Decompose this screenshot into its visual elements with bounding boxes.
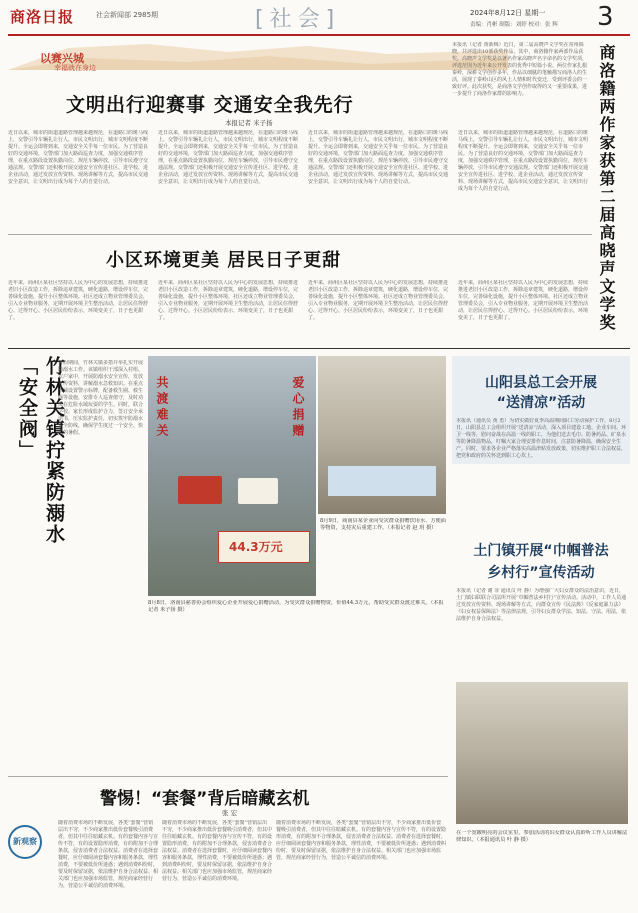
article1-col4: 近日以来，城市的街道道路管理越来越规范，在道路口的斑马线上，交警引导车辆礼让行人，市民文明出行，城市文明程度不断提升。全运会即将到来，交通安全关乎每一位市民。为了营造良好的交通环境，交警部门加大路面巡查力度，加强交通秩序管理，在重点路段设置执勤岗位，规范车辆停放，引导市民遵守交通法规。交警部门还积极开展交通安全宣传进社区、进学校、进企业活动，通过发放宣传资料、现场讲解等方式，提高市民交通安全意识，让文明出行成为每个人的自觉行动。 bbox=[458, 130, 588, 192]
donation-photo bbox=[148, 356, 316, 596]
article1-col3: 近日以来，城市的街道道路管理越来越规范，在道路口的斑马线上，交警引导车辆礼让行人，市民文明出行，城市文明程度不断提升。全运会即将到来，交通安全关乎每一位市民。为了营造良好的交通环境，交警部门加大路面巡查力度，加强交通秩序管理，在重点路段设置执勤岗位，规范车辆停放，引导市民遵守交通法规。交警部门还积极开展交通安全宣传进社区、进学校、进企业活动，通过发放宣传资料、现场讲解等方式，提高市民交通安全意识，让文明出行成为每个人的自觉行动。 bbox=[308, 130, 449, 185]
article1-title: 文明出行迎赛事 交通安全我先行 bbox=[66, 94, 354, 116]
article1-byline: 本报记者 米子扬 bbox=[225, 119, 273, 127]
article3-body: 暑假期间，竹林关镇多措并举扎实开展防溺水工作。该镇组织干部深入村组、农户家中，开展防溺水安全宣传，发放宣传资料，讲解溺水急救知识。在重点水域设置警示标牌，配备救生圈、救生绳等设施，安排专人巡查值守，及时劝离在危险水域玩耍的学生。同时，联合学校、家长形成监护合力，签订安全承诺书，压实监护责任，切实筑牢防溺水安全防线，确保学生度过一个安全、快乐的暑假。 bbox=[58, 360, 144, 436]
newspaper-logo: 商洛日报 bbox=[10, 8, 75, 26]
photo1-caption: 8月8日，洛南县慈善协会组织爱心企业开展爱心捐赠活动，为受灾群众捐赠物资，价值44.3万元，帮助受灾群众渡过难关。（本报记者 米子扬 摄） bbox=[148, 600, 444, 613]
masthead-rule bbox=[8, 34, 630, 36]
article1-col2: 近日以来，城市的街道道路管理越来越规范，在道路口的斑马线上，交警引导车辆礼让行人，市民文明出行，城市文明程度不断提升。全运会即将到来，交通安全关乎每一位市民。为了营造良好的交通环境，交警部门加大路面巡查力度，加强交通秩序管理，在重点路段设置执勤岗位，规范车辆停放，引导市民遵守交通法规。交警部门还积极开展交通安全宣传进社区、进学校、进企业活动，通过发放宣传资料、现场讲解等方式，提高市民交通安全意识，让文明出行成为每个人的自觉行动。 bbox=[158, 130, 299, 185]
article2-col4: 近年来，商州区某社区坚持以人民为中心的发展思想，持续推进老旧小区改造工作，拆除违章建筑，硬化道路，增设停车位，完善绿化设施，提升小区整体环境。社区还成立物业管理委员会，引入专业物业服务，定期开展环境卫生整治活动，让居民住得舒心、过得开心。小区居民纷纷表示，环境变美了，日子也更甜了。 bbox=[458, 280, 588, 321]
article4-title: 警惕！“套餐”背后暗藏玄机 bbox=[100, 789, 310, 809]
article1-col1: 近日以来，城市的街道道路管理越来越规范，在道路口的斑马线上，交警引导车辆礼让行人，市民文明出行，城市文明程度不断提升。全运会即将到来，交通安全关乎每一位市民。为了营造良好的交通环境，交警部门加大路面巡查力度，加强交通秩序管理，在重点路段设置执勤岗位，规范车辆停放，引导市民遵守交通法规。交警部门还积极开展交通安全宣传进社区、进学校、进企业活动，通过发放宣传资料、现场讲解等方式，提高市民交通安全意识，让文明出行成为每个人的自觉行动。 bbox=[8, 130, 149, 185]
news-observe-icon: 新观察 bbox=[8, 825, 42, 859]
union-title2: “送清凉”活动 bbox=[496, 395, 586, 411]
water-stack bbox=[328, 466, 436, 496]
person-icon bbox=[238, 478, 278, 504]
article2-col1: 近年来，商州区某社区坚持以人民为中心的发展思想，持续推进老旧小区改造工作，拆除违章建筑，硬化道路，增设停车位，完善绿化设施，提升小区整体环境。社区还成立物业管理委员会，引入专业物业服务，定期开展环境卫生整治活动，让居民住得舒心、过得开心。小区居民纷纷表示，环境变美了，日子也更甜了。 bbox=[8, 280, 149, 321]
article2-col2: 近年来，商州区某社区坚持以人民为中心的发展思想，持续推进老旧小区改造工作，拆除违章建筑，硬化道路，增设停车位，完善绿化设施，提升小区整体环境。社区还成立物业管理委员会，引入专业物业服务，定期开展环境卫生整治活动，让居民住得舒心、过得开心。小区居民纷纷表示，环境变美了，日子也更甜了。 bbox=[158, 280, 299, 321]
article4-byline: 张 宏 bbox=[222, 809, 238, 817]
banner-line2: 幸福就在身边 bbox=[54, 64, 96, 72]
article4-col3: 随着消费市场的不断发展，各类“套餐”营销层出不穷，不少商家推出低价套餐吸引消费者，但其中往往暗藏玄机。有的套餐内容与宣传不符，有的设置隐形消费，有的附加不合理条款，侵害消费者合法权益。消费者在选择套餐时，应仔细阅读套餐内容和服务条款，理性消费，不要被低价所迷惑；遇到消费纠纷时，要及时保留证据，依法维护自身合法权益。相关部门也应加强市场监管，规范商家经营行为，营造公平诚信的消费环境。 bbox=[276, 820, 446, 861]
donation-check bbox=[218, 531, 310, 563]
tumen-title1: 土门镇开展“巾帼普法 bbox=[473, 543, 609, 559]
editor-credits: 责编：肖彬 制版：刘婷 校对：张 辉 bbox=[470, 22, 558, 28]
union-title1: 山阳县总工会开展 bbox=[485, 375, 597, 391]
union-body: 本报讯（通讯员 黄 勇）为切实做好夏季高温期间职工劳动保护工作，8月2日，山阳县总工会组织开展“送清凉”活动，深入项目建设工地、企业车间、环卫一线等，慰问奋战在高温一线的职工，为他们送去毛巾、防暑药品、矿泉水等防暑降温物品，叮嘱大家合理安排作息时间，注意防暑降温，确保安全生产。同时，要求各企业严格落实高温津贴发放政策，切实维护职工合法权益，把党和政府的关怀送到职工心坎上。 bbox=[456, 418, 627, 459]
tumen-title2: 乡村行”宣传活动 bbox=[487, 565, 595, 581]
photo2-caption: 8月9日，商南县某企业向受灾群众捐赠饮用水、方便面等物资，支持灾后重建工作。（本报记者 赵 玥 摄） bbox=[320, 518, 446, 531]
article3-title: 竹林关镇拧紧防溺水「安全阀」 bbox=[16, 356, 65, 545]
tumen-photo bbox=[456, 682, 628, 824]
issue-date: 2024年8月12日 星期一 bbox=[470, 9, 546, 17]
article4-col1: 随着消费市场的不断发展，各类“套餐”营销层出不穷，不少商家推出低价套餐吸引消费者，但其中往往暗藏玄机。有的套餐内容与宣传不符，有的设置隐形消费，有的附加不合理条款，侵害消费者合法权益。消费者在选择套餐时，应仔细阅读套餐内容和服务条款，理性消费，不要被低价所迷惑；遇到消费纠纷时，要及时保留证据，依法维护自身合法权益。相关部门也应加强市场监管，规范商家经营行为，营造公平诚信的消费环境。 bbox=[58, 820, 158, 889]
photo-banner-left: 共渡难关 bbox=[155, 376, 169, 440]
person-icon bbox=[178, 476, 222, 504]
issue-info: 社会新闻部 2985期 bbox=[96, 11, 159, 19]
divider bbox=[8, 348, 630, 349]
article4-col2: 随着消费市场的不断发展，各类“套餐”营销层出不穷，不少商家推出低价套餐吸引消费者，但其中往往暗藏玄机。有的套餐内容与宣传不符，有的设置隐形消费，有的附加不合理条款，侵害消费者合法权益。消费者在选择套餐时，应仔细阅读套餐内容和服务条款，理性消费，不要被低价所迷惑；遇到消费纠纷时，要及时保留证据，依法维护自身合法权益。相关部门也应加强市场监管，规范商家经营行为，营造公平诚信的消费环境。 bbox=[162, 820, 272, 882]
article2-col3: 近年来，商州区某社区坚持以人民为中心的发展思想，持续推进老旧小区改造工作，拆除违章建筑，硬化道路，增设停车位，完善绿化设施，提升小区整体环境。社区还成立物业管理委员会，引入专业物业服务，定期开展环境卫生整治活动，让居民住得舒心、过得开心。小区居民纷纷表示，环境变美了，日子也更甜了。 bbox=[308, 280, 449, 321]
literature-title: 商洛籍两作家获第二届高晓声文学奖 bbox=[597, 44, 616, 332]
tumen-body: 本报讯（记者 谢 菲 通讯员 叶 静）为增强广大妇女群众的法治意识，近日，土门镇妇联联合司法所开展“巾帼普法乡村行”宣传活动。活动中，工作人员通过发放宣传资料、现场讲解等方式，向群众宣传《民法典》《反家庭暴力法》《妇女权益保障法》等法律法规，引导妇女群众学法、知法、守法、用法，依法维护自身合法权益。 bbox=[456, 588, 627, 622]
tumen-photo-caption: 在一个宽敞明亮的会议室里，参加活动的妇女群众认真聆听工作人员讲解法律知识。（本报通讯员 叶 静 摄） bbox=[456, 830, 628, 843]
section-label: [社会] bbox=[255, 7, 341, 32]
article2-title: 小区环境更美 居民日子更甜 bbox=[106, 250, 342, 271]
page-number: 3 bbox=[597, 2, 614, 32]
check-amount: 44.3万元 bbox=[229, 540, 283, 554]
literature-body: 本报讯（记者 黄新梅）近日，第二届高晓声文学奖在常州揭晓，共评选出10部获奖作品，其中，商洛籍作家两部作品获奖。高晓声文学奖是以著名作家高晓声名字命名的文学奖项，评选范围为近年来公开发表的优秀中短篇小说。两位作家扎根秦岭，深耕文学创作多年，作品以细腻的笔触描写商洛人的生活，展现了秦岭山区的风土人情和时代变迁，受到评委会的一致好评。此次获奖，是商洛文学创作取得的又一重要成果，进一步提升了商洛作家群的影响力。 bbox=[452, 42, 587, 97]
banner-line1: 以赛兴城 bbox=[40, 52, 84, 65]
water-donation-photo bbox=[318, 356, 446, 514]
photo-banner-right: 爱心捐赠 bbox=[291, 376, 305, 440]
divider bbox=[8, 776, 448, 777]
